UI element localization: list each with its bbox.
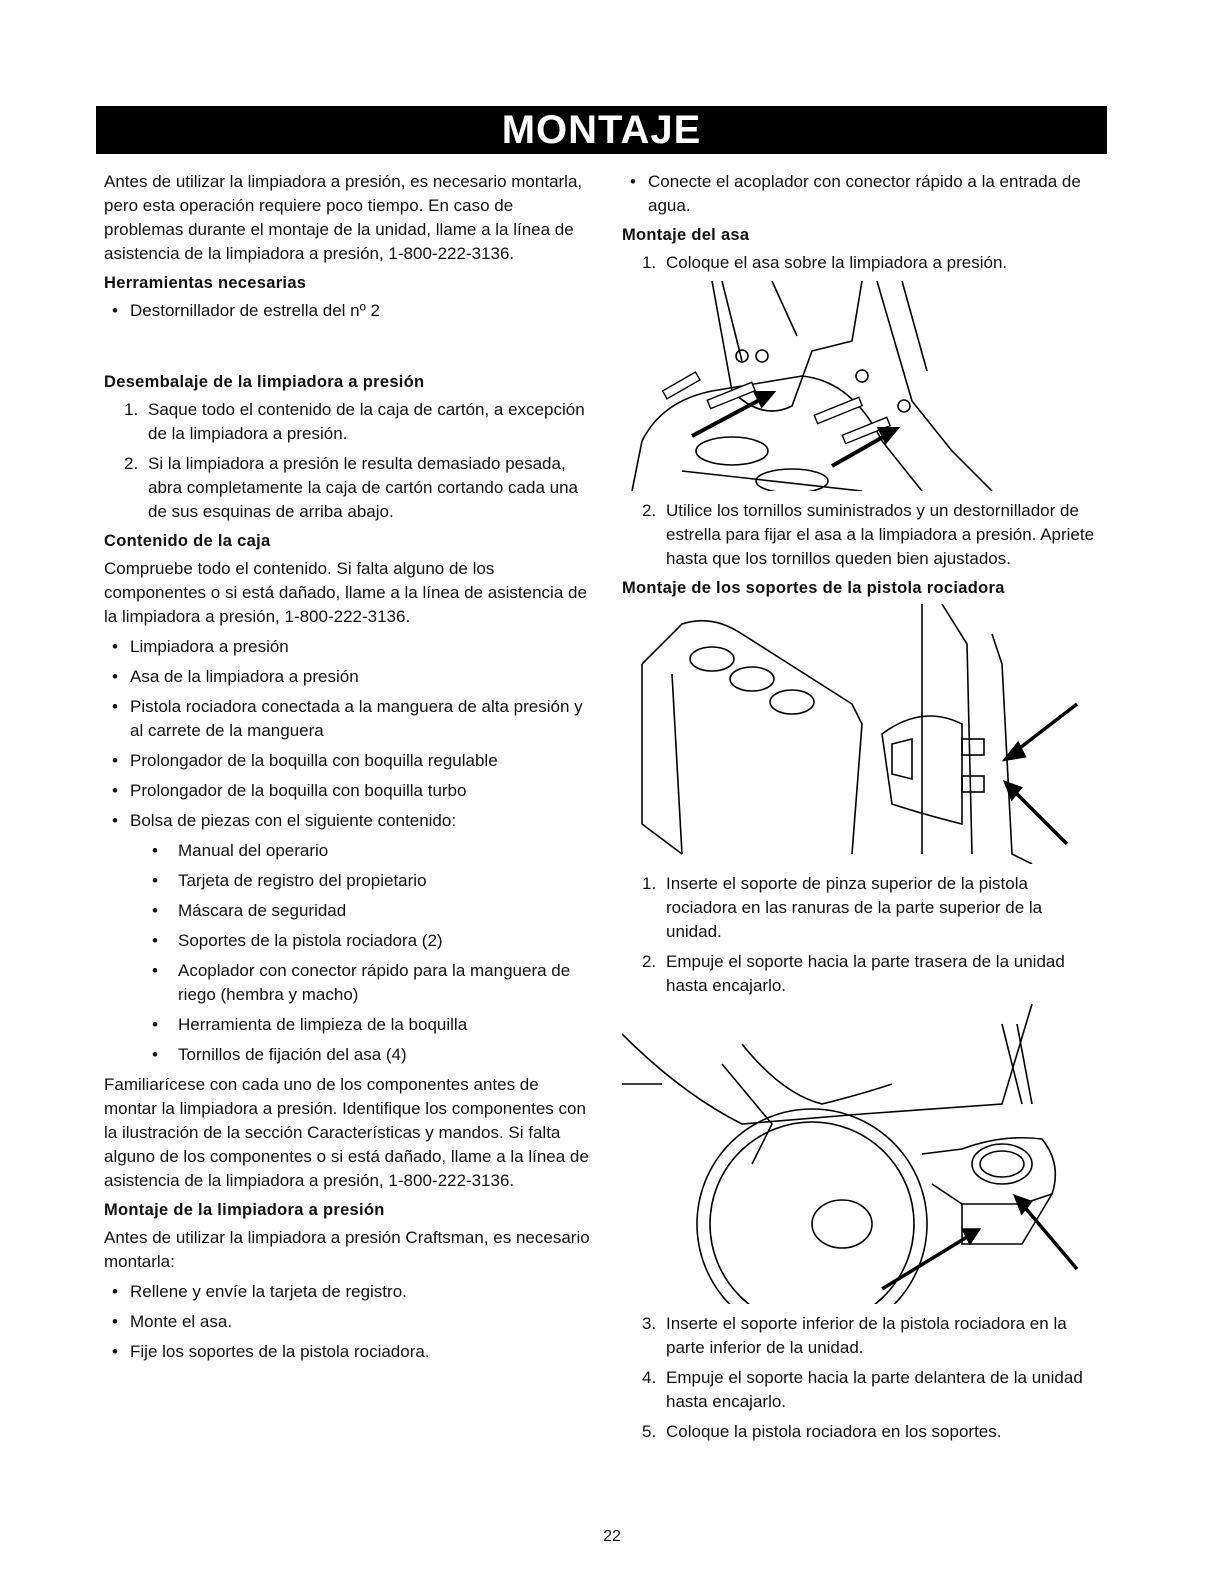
list-item: • Pistola rociadora conectada a la manguera de alta presión y al carrete de la manguera [130, 695, 594, 743]
list-item: • Tornillos de fijación del asa (4) [178, 1043, 594, 1067]
left-column [104, 170, 594, 1370]
list-item: 4. Empuje el soporte hacia la parte delantera de la unidad hasta encajarlo. [642, 1368, 1083, 1411]
list-item: • Máscara de seguridad [178, 899, 594, 923]
handle-heading: Montaje del asa [622, 226, 750, 244]
handle-steps-2 [622, 499, 1102, 571]
list-item: • Acoplador con conector rápido para la manguera de riego (hembra y macho) [178, 959, 594, 1007]
bracket-steps-b [622, 1312, 1102, 1444]
bag-contents-list [104, 839, 594, 1067]
tools-list [104, 299, 594, 323]
handle-steps-1 [622, 251, 1102, 275]
assembly-intro: Antes de utilizar la limpiadora a presión Craftsman, es necesario montarla: [104, 1228, 590, 1271]
list-item: • Herramienta de limpieza de la boquilla [178, 1013, 594, 1037]
page-number: 22 [603, 1528, 621, 1545]
list-item: 1. Coloque el asa sobre la limpiadora a presión. [642, 253, 1008, 272]
contents-intro: Compruebe todo el contenido. Si falta alguno de los componentes o si está dañado, llame a la línea de asistencia de la limpiadora a presión, 1-800-222-3136. [104, 559, 587, 626]
list-item: • Tarjeta de registro del propietario [178, 869, 594, 893]
intro-paragraph: Antes de utilizar la limpiadora a presión, es necesario montarla, pero esta operación requiere poco tiempo. En caso de problemas durante el montaje de la unidad, llame a la línea de asistencia de la limpiadora a presión, 1-800-222-3136. [104, 172, 583, 263]
tools-heading: Herramientas necesarias [104, 274, 307, 292]
list-item: • Destornillador de estrella del nº 2 [130, 299, 594, 323]
list-item: • Fije los soportes de la pistola rociadora. [130, 1340, 594, 1364]
familiarize-paragraph: Familiarícese con cada uno de los componentes antes de montar la limpiadora a presión. Identifique los componentes con la ilustración de la sección Características y mandos. Si falta alguno de los componentes o si está dañado, llame a la línea de asistencia de la limpiadora a presión, 1-800-222-3136. [104, 1075, 589, 1190]
coupler-list [622, 170, 1102, 218]
list-item: 2. Utilice los tornillos suministrados y un destornillador de estrella para fijar el asa a la limpiadora a presión. Apriete hasta que los tornillos queden bien ajustados. [642, 501, 1095, 568]
contents-heading: Contenido de la caja [104, 532, 271, 550]
contents-list [104, 635, 594, 833]
list-item: 1. Saque todo el contenido de la caja de cartón, a excepción de la limpiadora a presión. [124, 400, 585, 443]
list-item: 2. Empuje el soporte hacia la parte trasera de la unidad hasta encajarlo. [642, 952, 1065, 995]
handle-assembly-illustration [622, 281, 1022, 491]
list-item: • Bolsa de piezas con el siguiente contenido: [130, 809, 594, 833]
unpack-steps [104, 398, 594, 524]
list-item: • Prolongador de la boquilla con boquilla regulable [130, 749, 594, 773]
bracket-heading: Montaje de los soportes de la pistola rociadora [622, 579, 1005, 597]
bracket-steps-a [622, 872, 1102, 998]
list-item: • Limpiadora a presión [130, 635, 594, 659]
assembly-heading: Montaje de la limpiadora a presión [104, 1201, 385, 1219]
list-item: • Manual del operario [178, 839, 594, 863]
right-column [622, 170, 1102, 1450]
list-item: 3. Inserte el soporte inferior de la pistola rociadora en la parte inferior de la unidad. [642, 1314, 1067, 1357]
list-item: • Conecte el acoplador con conector rápido a la entrada de agua. [648, 170, 1102, 218]
list-item: 2. Si la limpiadora a presión le resulta demasiado pesada, abra completamente la caja de cartón cortando cada una de sus esquinas de arriba abajo. [124, 454, 578, 521]
list-item: • Prolongador de la boquilla con boquilla turbo [130, 779, 594, 803]
top-bracket-illustration [622, 604, 1082, 864]
list-item: 5. Coloque la pistola rociadora en los soportes. [642, 1422, 1002, 1441]
bottom-bracket-illustration [622, 1004, 1082, 1304]
unpack-heading: Desembalaje de la limpiadora a presión [104, 373, 425, 391]
list-item: • Soportes de la pistola rociadora (2) [178, 929, 594, 953]
section-banner: MONTAJE [96, 106, 1107, 154]
list-item: 1. Inserte el soporte de pinza superior de la pistola rociadora en las ranuras de la parte superior de la unidad. [642, 874, 1043, 941]
assembly-list [104, 1280, 594, 1364]
list-item: • Monte el asa. [130, 1310, 594, 1334]
list-item: • Rellene y envíe la tarjeta de registro. [130, 1280, 594, 1304]
list-item: • Asa de la limpiadora a presión [130, 665, 594, 689]
